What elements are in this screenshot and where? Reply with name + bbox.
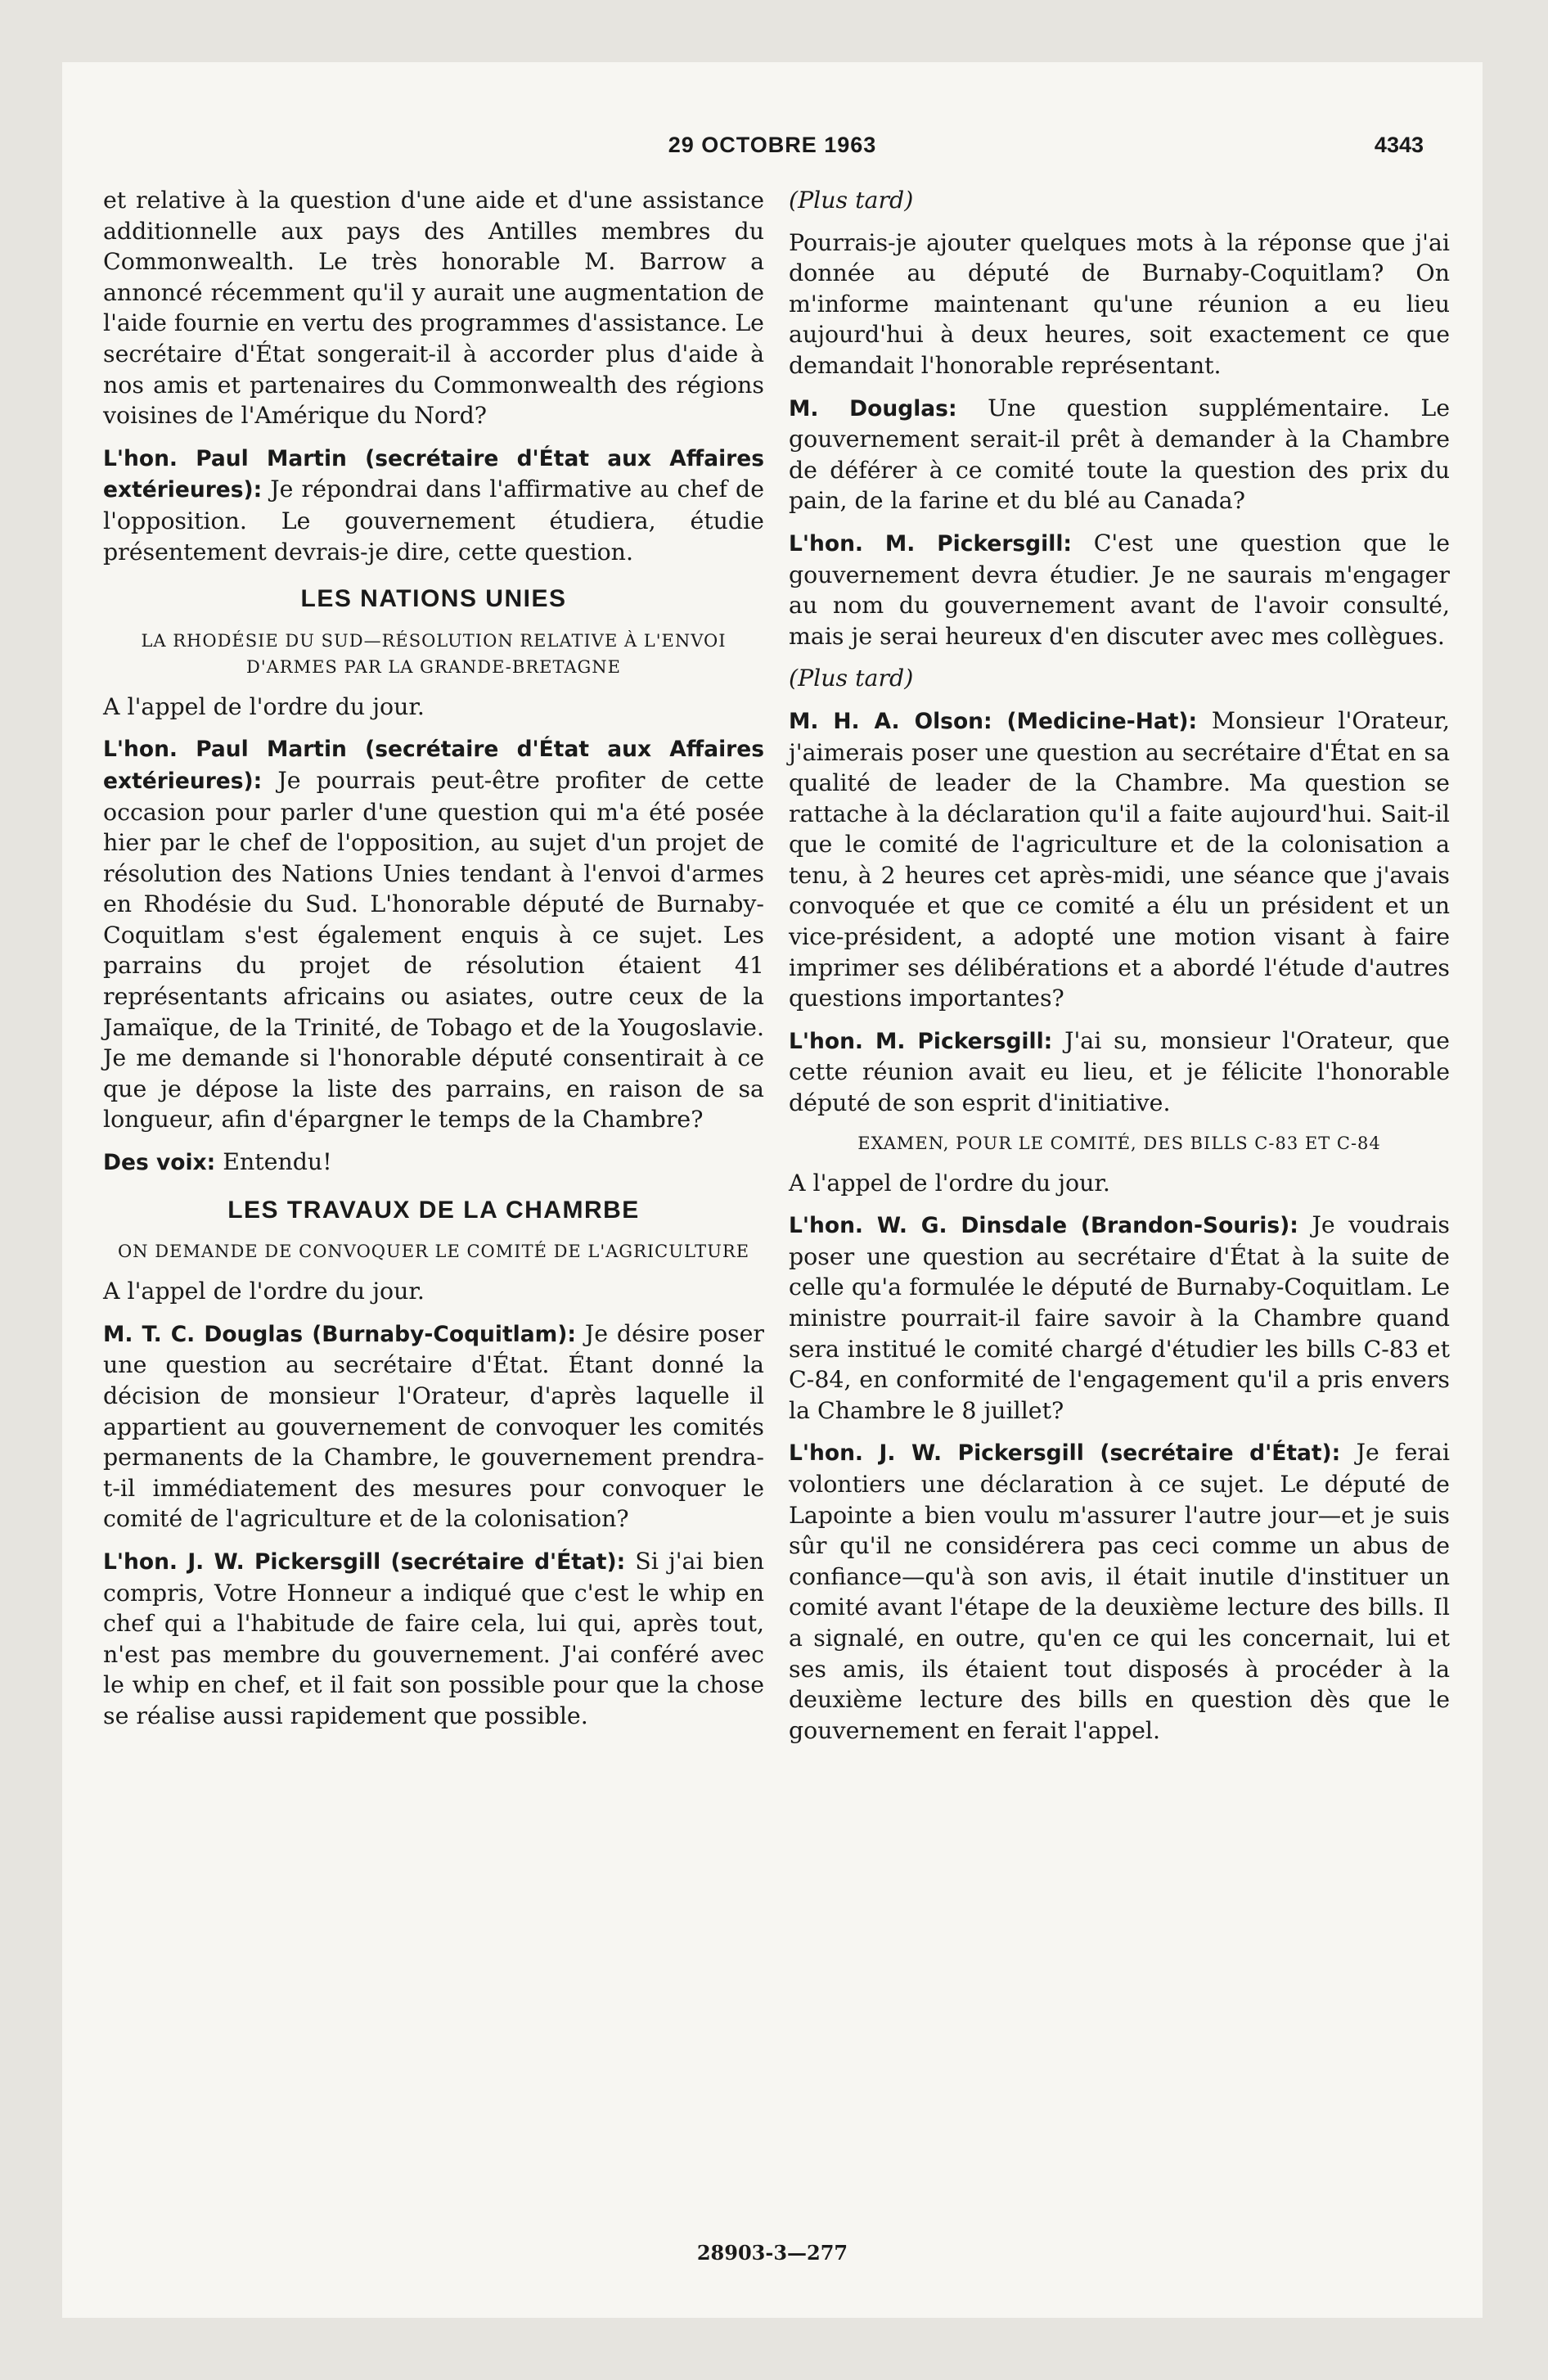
speaker-name: M. H. A. Olson: (Medicine-Hat): <box>789 708 1198 734</box>
speech-text: Je ferai volontiers une déclaration à ce sujet. Le député de Lapointe a bien voulu m'assurer l'autre jour—et je suis sûr qu'il ne considérera pas ceci comme un abus de confiance—qu'à son avis, il était inutile d'instituer un comité avant l'étape de la deuxième lecture des bills. Il a signalé, en outre, qu'en ce qui les concernait, lui et ses amis, ils étaient tout disposés à procéder à la deuxième lecture des bills en question dès que le gouvernement en ferait l'appel. <box>789 1439 1451 1744</box>
paragraph <box>103 1147 764 1179</box>
speech-text: Si j'ai bien compris, Votre Honneur a indiqué que c'est le whip en chef qui a l'habitude de faire cela, lui qui, après tout, n'est pas membre du gouvernement. J'ai conféré avec le whip en chef, et il fait son possible pour que la chose se réalise aussi rapidement que possible. <box>103 1547 765 1729</box>
speech-text: Monsieur l'Orateur, j'aimerais poser une question au secrétaire d'État en sa qualité de leader de la Chambre. Ma question se rattache à la déclaration qu'il a faite aujourd'hui. Sait-il que le comité de l'agriculture et de la colonisation a tenu, à 2 heures cet après-midi, une séance que j'avais convoquée et que ce comité a élu un président et un vice-président, a adopté une motion visant à faire imprimer ses délibérations et a abordé l'étude d'autres questions importantes? <box>789 706 1451 1012</box>
paragraph <box>789 705 1450 1014</box>
speaker-name: L'hon. M. Pickersgill: <box>789 1028 1053 1054</box>
paragraph <box>103 1318 764 1535</box>
paragraph <box>789 393 1450 516</box>
header-page-number: 4343 <box>1374 133 1424 157</box>
paragraph: A l'appel de l'ordre du jour. <box>789 1169 1110 1197</box>
paragraph <box>789 1025 1450 1119</box>
right-column <box>789 185 1450 1757</box>
speaker-name: L'hon. Paul Martin (secrétaire d'État aux Affaires extérieures): <box>103 737 764 794</box>
speech-text: J'ai su, monsieur l'Orateur, que cette réunion avait eu lieu, et je félicite l'honorable député de son esprit d'initiative. <box>789 1026 1450 1117</box>
document-page <box>62 62 1483 2318</box>
paragraph <box>103 733 764 1135</box>
paragraph <box>789 528 1450 651</box>
speech-text: Une question supplémentaire. Le gouvernement serait-il prêt à demander à la Chambre de déférer à ce comité toute la question des prix du pain, de la farine et du blé au Canada? <box>789 394 1450 515</box>
speaker-name: L'hon. M. Pickersgill: <box>789 530 1072 557</box>
speech-text: Entendu! <box>215 1148 332 1176</box>
section-title: LES TRAVAUX DE LA CHAMRBE <box>227 1196 640 1224</box>
page-footer-code: 28903-3—277 <box>696 2241 848 2265</box>
speaker-name: L'hon. J. W. Pickersgill (secrétaire d'État): <box>789 1440 1341 1467</box>
speech-text: C'est une question que le gouvernement devra étudier. Je ne saurais m'engager au nom du gouvernement avant de l'avoir consulté, mais je serai heureux d'en discuter avec mes collègues. <box>789 529 1450 650</box>
section-title: LES NATIONS UNIES <box>300 585 567 613</box>
speaker-name: L'hon. Paul Martin (secrétaire d'État aux Affaires extérieures): <box>103 445 764 503</box>
paragraph: A l'appel de l'ordre du jour. <box>103 1278 425 1305</box>
paragraph <box>789 1210 1450 1426</box>
speech-text: Je répondrai dans l'affirmative au chef de l'opposition. Le gouvernement étudiera, étudie présentement devrais-je dire, cette question. <box>103 476 764 566</box>
paragraph: Pourrais-je ajouter quelques mots à la réponse que j'ai donnée au député de Burnaby-Coquitlam? On m'informe maintenant qu'une réunion a eu lieu aujourd'hui à deux heures, soit exactement ce que demandait l'honorable représentant. <box>789 228 1450 379</box>
section-subtitle: EXAMEN, POUR LE COMITÉ, DES BILLS C-83 ET C-84 <box>857 1133 1381 1153</box>
speaker-name: M. T. C. Douglas (Burnaby-Coquitlam): <box>103 1321 576 1347</box>
paragraph: et relative à la question d'une aide et d'une assistance additionnelle aux pays des Antilles membres du Commonwealth. Le très honorable M. Barrow a annoncé récemment qu'il y aurait une augmentation de l'aide fournie en vertu des programmes d'assistance. Le secrétaire d'État songerait-il à accorder plus d'aide à nos amis et partenaires du Commonwealth des régions voisines de l'Amérique du Nord? <box>103 187 764 430</box>
paragraph: A l'appel de l'ordre du jour. <box>103 692 425 720</box>
speaker-name: L'hon. W. G. Dinsdale (Brandon-Souris): <box>789 1213 1298 1239</box>
speaker-name: M. Douglas: <box>789 395 957 421</box>
speaker-name: Des voix: <box>103 1150 216 1176</box>
speech-text: Je pourrais peut-être profiter de cette occasion pour parler d'une question qui m'a été posée hier par le chef de l'opposition, au sujet d'un projet de résolution des Nations Unies tendant à l'envoi d'armes en Rhodésie du Sud. L'honorable député de Burnaby-Coquitlam s'est également enquis à ce sujet. Les parrains du projet de résolution étaient 41 représentants africains ou asiates, outre ceux de la Jamaïque, de la Trinité, de Tobago et de la Yougoslavie. Je me demande si l'honorable député consentirait à ce que je dépose la liste des parrains, en raison de sa longueur, afin d'épargner le temps de la Chambre? <box>103 766 764 1134</box>
section-subtitle: LA RHODÉSIE DU SUD—RÉSOLUTION RELATIVE À L'ENVOI D'ARMES PAR LA GRANDE-BRETAGNE <box>141 630 727 677</box>
left-column <box>103 185 764 1743</box>
speaker-name: L'hon. J. W. Pickersgill (secrétaire d'État): <box>103 1548 626 1575</box>
section-subtitle: ON DEMANDE DE CONVOQUER LE COMITÉ DE L'AGRICULTURE <box>117 1242 750 1262</box>
speech-text: Je désire poser une question au secrétaire d'État. Étant donné la décision de monsieur l'Orateur, d'après laquelle il appartient au gouvernement de convoquer les comités permanents de la Chambre, le gouvernement prendra-t-il immédiatement des mesures pour convoquer le comité de l'agriculture et de la colonisation? <box>103 1319 764 1533</box>
paragraph <box>103 1546 764 1732</box>
page-header <box>62 133 1483 169</box>
header-date: 29 OCTOBRE 1963 <box>668 133 877 157</box>
paragraph <box>789 1437 1450 1746</box>
speech-text: Je voudrais poser une question au secrétaire d'État à la suite de celle qu'a formulée le député de Burnaby-Coquitlam. Le ministre pourrait-il faire savoir à la Chambre quand sera institué le comité chargé d'étudier les bills C-83 et C-84, en conformité de l'engagement qu'il a pris envers la Chambre le 8 juillet? <box>789 1211 1450 1424</box>
time-note: (Plus tard) <box>789 187 914 214</box>
time-note: (Plus tard) <box>789 665 914 692</box>
paragraph <box>103 443 764 567</box>
